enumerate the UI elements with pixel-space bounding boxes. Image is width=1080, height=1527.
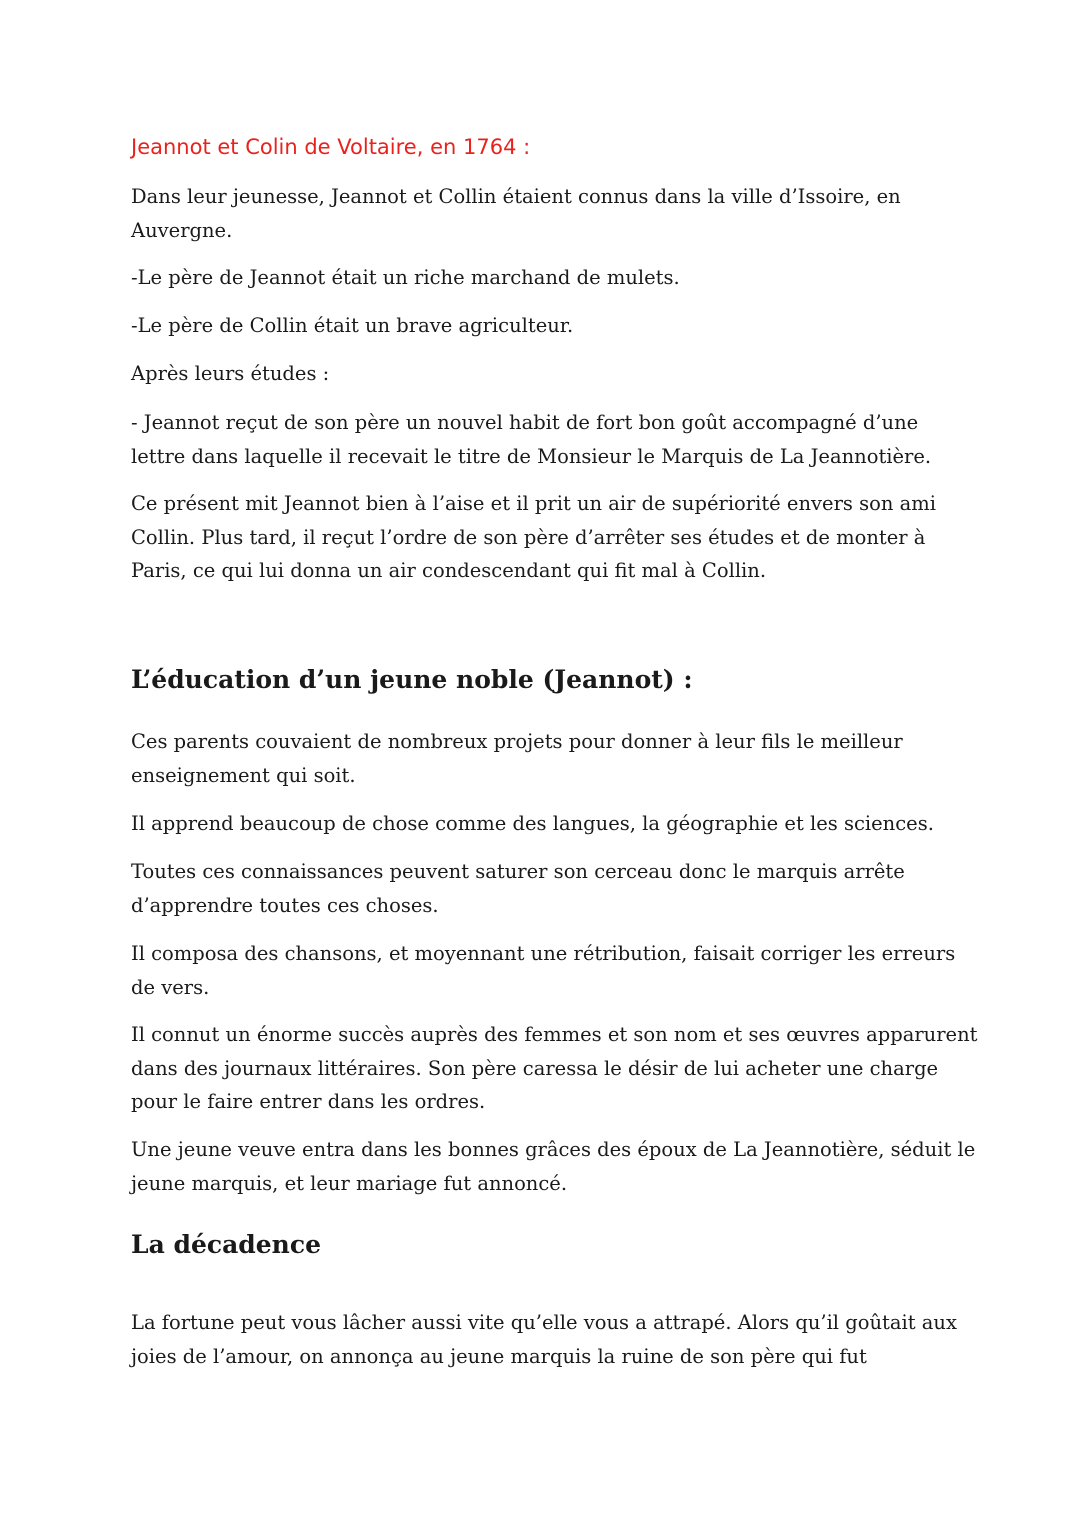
- paragraph-songs: [131, 937, 961, 1004]
- paragraph-widow: [131, 1133, 976, 1200]
- section-title-voltaire: Jeannot et Colin de Voltaire, en 1764 :: [131, 135, 531, 159]
- paragraph-present: [131, 487, 961, 588]
- text-line: jeune marquis, et leur mariage fut annoncé.: [131, 1171, 568, 1195]
- text-line: - Jeannot reçut de son père un nouvel habit de fort bon goût accompagné d’une: [131, 411, 919, 434]
- text-line: -Le père de Jeannot était un riche marchand de mulets.: [131, 266, 680, 289]
- text-line: joies de l’amour, on annonça au jeune marquis la ruine de son père qui fut: [131, 1344, 867, 1368]
- text-line: pour le faire entrer dans les ordres.: [131, 1090, 486, 1113]
- text-line: enseignement qui soit.: [131, 763, 356, 787]
- text-line: Paris, ce qui lui donna un air condescendant qui fit mal à Collin.: [131, 559, 767, 582]
- text-line: Dans leur jeunesse, Jeannot et Collin étaient connus dans la ville d’Issoire, en: [131, 185, 901, 208]
- text-line: Il apprend beaucoup de chose comme des langues, la géographie et les sciences.: [131, 812, 934, 835]
- text-line: La fortune peut vous lâcher aussi vite qu’elle vous a attrapé. Alors qu’il goûtait aux: [131, 1311, 957, 1334]
- paragraph-collin-father: [131, 309, 961, 343]
- section-heading-decadence: La décadence: [131, 1230, 321, 1259]
- text-line: lettre dans laquelle il recevait le titre de Monsieur le Marquis de La Jeannotière.: [131, 444, 932, 468]
- text-line: Collin. Plus tard, il reçut l’ordre de son père d’arrêter ses études et de monter à: [131, 525, 926, 549]
- paragraph-intro: [131, 180, 961, 247]
- text-line: de vers.: [131, 975, 210, 999]
- text-line: Une jeune veuve entra dans les bonnes grâces des époux de La Jeannotière, séduit le: [131, 1138, 976, 1161]
- text-line: Après leurs études :: [131, 362, 330, 385]
- text-line: d’apprendre toutes ces choses.: [131, 893, 439, 917]
- paragraph-habit: [131, 406, 961, 473]
- text-line: Auvergne.: [131, 218, 233, 242]
- text-line: Il composa des chansons, et moyennant une rétribution, faisait corriger les erreurs: [131, 942, 956, 965]
- text-line: Ces parents couvaient de nombreux projets pour donner à leur fils le meilleur: [131, 730, 903, 753]
- paragraph-jeannot-father: [131, 261, 961, 295]
- text-line: Toutes ces connaissances peuvent saturer son cerceau donc le marquis arrête: [131, 860, 905, 883]
- paragraph-parents-projects: [131, 725, 961, 792]
- text-line: dans des journaux littéraires. Son père caressa le désir de lui acheter une charge: [131, 1056, 939, 1080]
- text-line: Il connut un énorme succès auprès des femmes et son nom et ses œuvres apparurent: [131, 1023, 978, 1046]
- paragraph-success: [131, 1018, 978, 1119]
- paragraph-after-studies: [131, 357, 961, 391]
- text-line: -Le père de Collin était un brave agriculteur.: [131, 314, 574, 337]
- paragraph-knowledge: [131, 855, 961, 922]
- text-line: Ce présent mit Jeannot bien à l’aise et il prit un air de supériorité envers son ami: [131, 492, 936, 515]
- section-heading-education: L’éducation d’un jeune noble (Jeannot) :: [131, 665, 693, 694]
- paragraph-learning: [131, 807, 961, 841]
- paragraph-fortune: [131, 1306, 961, 1373]
